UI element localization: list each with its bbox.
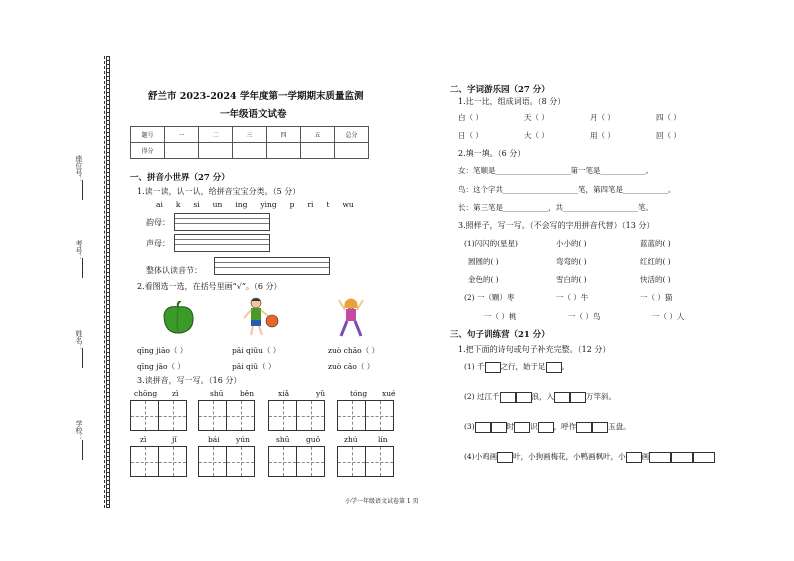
score-cell[interactable]: [233, 143, 267, 159]
yunmu-label: 韵母：: [146, 218, 170, 227]
binding-ruler: [106, 56, 110, 508]
exam-no-line: [82, 258, 83, 278]
name-label: 姓名：: [75, 330, 83, 351]
measure-row-2[interactable]: 一（ ）桃 一（ ）鸟 一（ ）人: [484, 312, 685, 321]
writing-grid[interactable]: [226, 446, 255, 477]
exam-title: 舒兰市 2023-2024 学年度第一学期期末质量监测: [148, 91, 364, 102]
score-header: 四: [267, 127, 301, 143]
score-header: 二: [199, 127, 233, 143]
score-header: 总分: [335, 127, 369, 143]
sentence-4[interactable]: (4)小鸡画 叶，小狗画梅花，小鸭画枫叶，小 画: [464, 451, 715, 463]
imitate-row-2[interactable]: 圆圆的( ) 弯弯的( ) 红红的( ): [468, 257, 671, 266]
writing-grid[interactable]: [337, 446, 366, 477]
girl-exercise-icon: [335, 296, 367, 338]
exam-no-label: 考号：: [75, 240, 83, 261]
score-header: 题号: [131, 127, 165, 143]
page-footer: 小学一年级语文试卷第 1 页: [345, 498, 419, 505]
score-header: 一: [165, 127, 199, 143]
writing-grid[interactable]: [268, 446, 297, 477]
writing-grid[interactable]: [198, 446, 227, 477]
writing-grid[interactable]: [158, 446, 187, 477]
pinyin-list: ai k si un ing ying p ri t wu: [156, 200, 354, 209]
score-cell[interactable]: [165, 143, 199, 159]
school-label: 学校：: [75, 420, 83, 441]
choice-row-2[interactable]: qīng jāo（ ） pāi qiū（ ） zuò cāo（ ）: [137, 362, 375, 371]
s3-q1: 1.把下面的诗句或句子补充完整。（12 分）: [458, 345, 611, 354]
score-cell[interactable]: [335, 143, 369, 159]
compare-row-1[interactable]: 白（ ） 天（ ） 月（ ） 四（ ）: [458, 113, 681, 122]
s1-q2: 2.看图选一选，在括号里画“√”。（6 分）: [137, 282, 282, 291]
fill-row-1[interactable]: 女：笔顺是____________________第一笔是____________。: [458, 166, 653, 175]
score-row-label: 得分: [131, 143, 165, 159]
zhengti-label: 整体认读音节：: [146, 266, 202, 275]
shengmu-lines[interactable]: [174, 234, 270, 252]
pinyin-row-1: chōng zì shū běn xiǎ yǔ tóng xué: [134, 389, 396, 398]
s1-q3: 3.读拼音，写一写。（16 分）: [137, 376, 242, 385]
imitate-row-1[interactable]: (1)闪闪的(星星) 小小的( ) 蓝蓝的( ): [464, 239, 671, 248]
writing-grid[interactable]: [365, 446, 394, 477]
section1-title: 一、拼音小世界（27 分）: [130, 173, 230, 183]
score-cell[interactable]: [199, 143, 233, 159]
green-pepper-icon: [160, 301, 196, 335]
section3-title: 三、句子训练营（21 分）: [450, 330, 550, 340]
pinyin-row-2: zì jǐ bái yún shū guǒ zhú lín: [140, 435, 388, 444]
writing-grid[interactable]: [158, 400, 187, 431]
s2-q2: 2.填一填。（6 分）: [458, 149, 526, 158]
section2-title: 二、字词游乐园（27 分）: [450, 85, 550, 95]
writing-grid[interactable]: [268, 400, 297, 431]
school-line: [82, 440, 83, 460]
score-table: [130, 126, 369, 159]
fill-row-3[interactable]: 长：第三笔是____________，共____________________笔。: [458, 203, 653, 212]
shengmu-label: 声母：: [146, 239, 170, 248]
choice-row-1[interactable]: qīng jiāo（ ） pāi qiūu（ ） zuò chāo（ ）: [137, 346, 380, 355]
exam-subtitle: 一年级语文试卷: [220, 109, 287, 120]
writing-grid[interactable]: [130, 446, 159, 477]
writing-grid[interactable]: [337, 400, 366, 431]
writing-grid[interactable]: [226, 400, 255, 431]
fill-row-2[interactable]: 鸟：这个字共____________________笔，第四笔是____________。: [458, 185, 676, 194]
measure-row-1[interactable]: (2) 一（颗）枣 一（ ）牛 一（ ）猫: [464, 293, 673, 302]
score-header: 三: [233, 127, 267, 143]
boy-ball-icon: [240, 296, 280, 338]
imitate-row-3[interactable]: 金色的( ) 雪白的( ) 快活的( ): [468, 275, 671, 284]
writing-grid[interactable]: [296, 400, 325, 431]
sentence-1[interactable]: (1) 千 之行，始于足 。: [464, 362, 570, 371]
score-header: 五: [301, 127, 335, 143]
s2-q1: 1.比一比，组成词语。（8 分）: [458, 97, 566, 106]
name-line: [82, 348, 83, 368]
binding-dotted-line: [104, 56, 105, 508]
score-cell[interactable]: [267, 143, 301, 159]
seat-label: 座位号：: [75, 155, 83, 183]
compare-row-2[interactable]: 日（ ） 大（ ） 用（ ） 回（ ）: [458, 131, 681, 140]
writing-grid[interactable]: [365, 400, 394, 431]
sentence-3[interactable]: (3) 时 识 ，呼作 玉盘。: [464, 422, 631, 431]
s1-q1: 1.读一读，认一认，给拼音宝宝分类。（5 分）: [137, 187, 301, 196]
seat-line: [82, 180, 83, 200]
sentence-2[interactable]: (2) 过江千 浪，入 万竿斜。: [464, 392, 617, 401]
writing-grid[interactable]: [198, 400, 227, 431]
writing-grid[interactable]: [296, 446, 325, 477]
score-cell[interactable]: [301, 143, 335, 159]
yunmu-lines[interactable]: [174, 213, 270, 231]
zhengti-lines[interactable]: [214, 257, 330, 275]
s2-q3: 3.照样子，写一写。（不会写的字用拼音代替）（13 分）: [458, 221, 655, 230]
writing-grid[interactable]: [130, 400, 159, 431]
